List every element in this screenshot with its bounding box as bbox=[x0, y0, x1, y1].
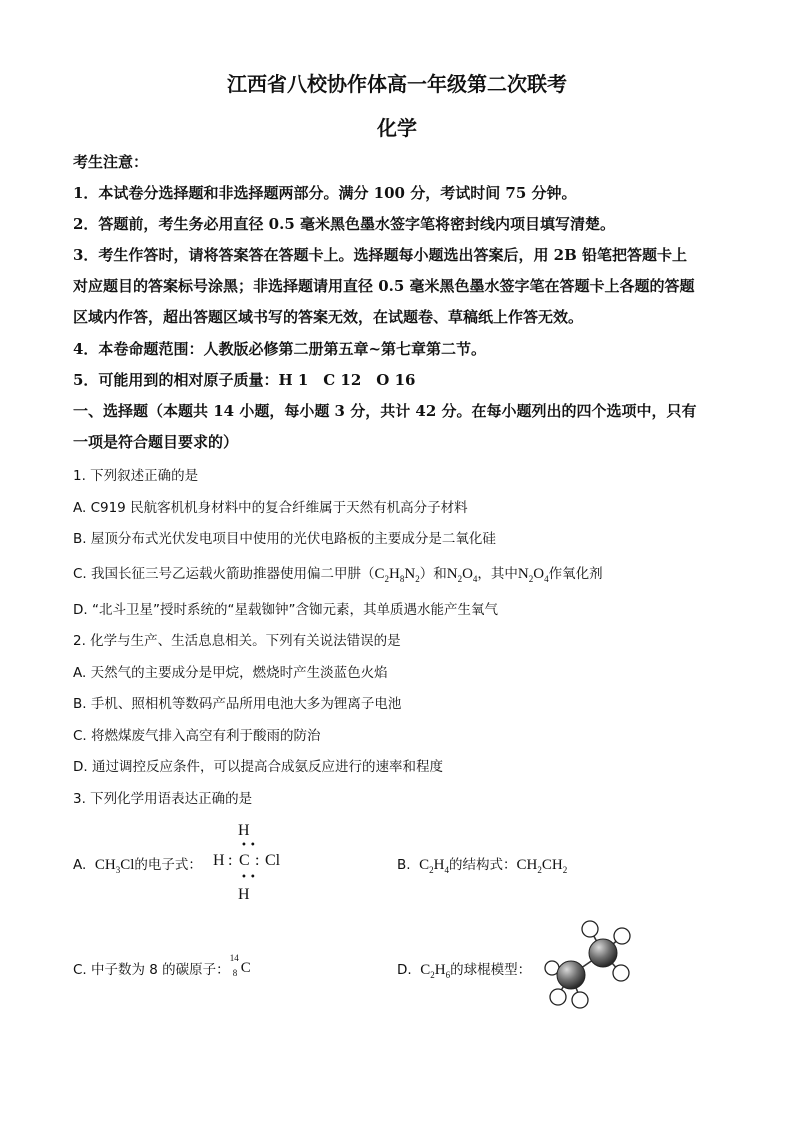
hydrogen-atom bbox=[550, 989, 566, 1005]
notice-line: 4．本卷命题范围：人教版必修第二册第五章~第七章第二节。 bbox=[73, 340, 487, 358]
notice-line: 3．考生作答时，请将答案答在答题卡上。选择题每小题选出答案后，用 2B 铅笔把答题卡上 bbox=[73, 246, 688, 264]
q3a-formula: $CH_3Cl$ bbox=[94, 857, 135, 875]
dot-colon-left: : bbox=[228, 852, 233, 869]
dot-c: C bbox=[239, 852, 250, 869]
section-heading-cont: 一项是符合题目要求的） bbox=[73, 433, 239, 451]
q3b-formula: $C_2H_4$ bbox=[419, 857, 450, 875]
q1c-formula: $C_2H_8N_2$ bbox=[374, 566, 420, 584]
question-2-option-a: A. 天然气的主要成分是甲烷，燃烧时产生淡蓝色火焰 bbox=[73, 665, 388, 681]
question-1-option-a: A. C919 民航客机机身材料中的复合纤维属于天然有机高分子材料 bbox=[73, 500, 468, 516]
notice-line: 区域内作答，超出答题区域书写的答案无效，在试题卷、草稿纸上作答无效。 bbox=[73, 308, 584, 326]
dot-pair-top: •• bbox=[241, 840, 259, 851]
hydrogen-atom bbox=[572, 992, 588, 1008]
hydrogen-atom bbox=[614, 928, 630, 944]
exam-title: 江西省八校协作体高一年级第二次联考 bbox=[227, 72, 567, 96]
notice-heading: 考生注意： bbox=[73, 153, 149, 171]
notice-line: 1．本试卷分选择题和非选择题两部分。满分 100 分，考试时间 75 分钟。 bbox=[73, 184, 577, 202]
q1c-formula-2: $N_2O_4$ bbox=[446, 566, 478, 584]
dot-pair-bottom: •• bbox=[241, 872, 259, 883]
dot-colon-right: : bbox=[255, 852, 260, 869]
dot-h-left: H bbox=[213, 852, 225, 869]
notice-line: 对应题目的答案标号涂黑；非选择题请用直径 0.5 毫米黑色墨水签字笔在答题卡上各题的答题 bbox=[73, 277, 695, 295]
section-heading: 一、选择题（本题共 14 小题，每小题 3 分，共计 42 分。在每小题列出的四个选项中，只有 bbox=[73, 402, 697, 420]
carbon-atom bbox=[557, 961, 585, 989]
question-3-stem: 3. 下列化学用语表达正确的是 bbox=[73, 791, 253, 807]
question-3-option-a: A. $CH_3Cl$的电子式： bbox=[73, 857, 202, 875]
q3b-structure: $CH_2CH_2$ bbox=[516, 857, 568, 875]
subject-title: 化学 bbox=[377, 116, 417, 140]
question-1-option-d: D. “北斗卫星”授时系统的“星载铷钟”含铷元素，其单质遇水能产生氧气 bbox=[73, 602, 498, 618]
question-3-option-b: B. $C_2H_4$的结构式：$CH_2CH_2$ bbox=[397, 857, 568, 875]
dot-h-bottom: H bbox=[238, 886, 250, 903]
question-3-option-c: C. 中子数为 8 的碳原子： 14 8 C bbox=[73, 958, 254, 978]
question-1-option-b: B. 屋顶分布式光伏发电项目中使用的光伏电路板的主要成分是二氧化硅 bbox=[73, 531, 496, 547]
hydrogen-atom bbox=[613, 965, 629, 981]
hydrogen-atom bbox=[582, 921, 598, 937]
question-2-stem: 2. 化学与生产、生活息息相关。下列有关说法错误的是 bbox=[73, 633, 401, 649]
question-2-option-c: C. 将燃煤废气排入高空有利于酸雨的防治 bbox=[73, 728, 321, 744]
notice-line: 2．答题前，考生务必用直径 0.5 毫米黑色墨水签字笔将密封线内项目填写清楚。 bbox=[73, 215, 615, 233]
question-3-option-d: D. $C_2H_6$的球棍模型： bbox=[397, 962, 532, 980]
q1c-formula-3: $N_2O_4$ bbox=[517, 566, 549, 584]
dot-cl: Cl bbox=[265, 852, 281, 869]
question-2-option-b: B. 手机、照相机等数码产品所用电池大多为锂离子电池 bbox=[73, 696, 402, 712]
q1c-text: C. 我国长征三号乙运载火箭助推器使用偏二甲肼（ bbox=[73, 566, 375, 582]
notice-line: 5．可能用到的相对原子质量：H 1 C 12 O 16 bbox=[73, 371, 416, 389]
dot-h-top: H bbox=[238, 822, 250, 839]
question-1-option-c: C. 我国长征三号乙运载火箭助推器使用偏二甲肼$(C_2H_8N_2)$和$N_2O_4$，其中$N_2O_4$作氧化剂 bbox=[73, 566, 603, 584]
q3d-formula: $C_2H_6$ bbox=[420, 962, 451, 980]
carbon-atom bbox=[589, 939, 617, 967]
ball-and-stick-model bbox=[538, 912, 638, 1012]
nuclide-symbol: 14 8 C bbox=[229, 953, 251, 978]
question-2-option-d: D. 通过调控反应条件，可以提高合成氨反应进行的速率和程度 bbox=[73, 759, 443, 775]
question-1-stem: 1. 下列叙述正确的是 bbox=[73, 468, 199, 484]
